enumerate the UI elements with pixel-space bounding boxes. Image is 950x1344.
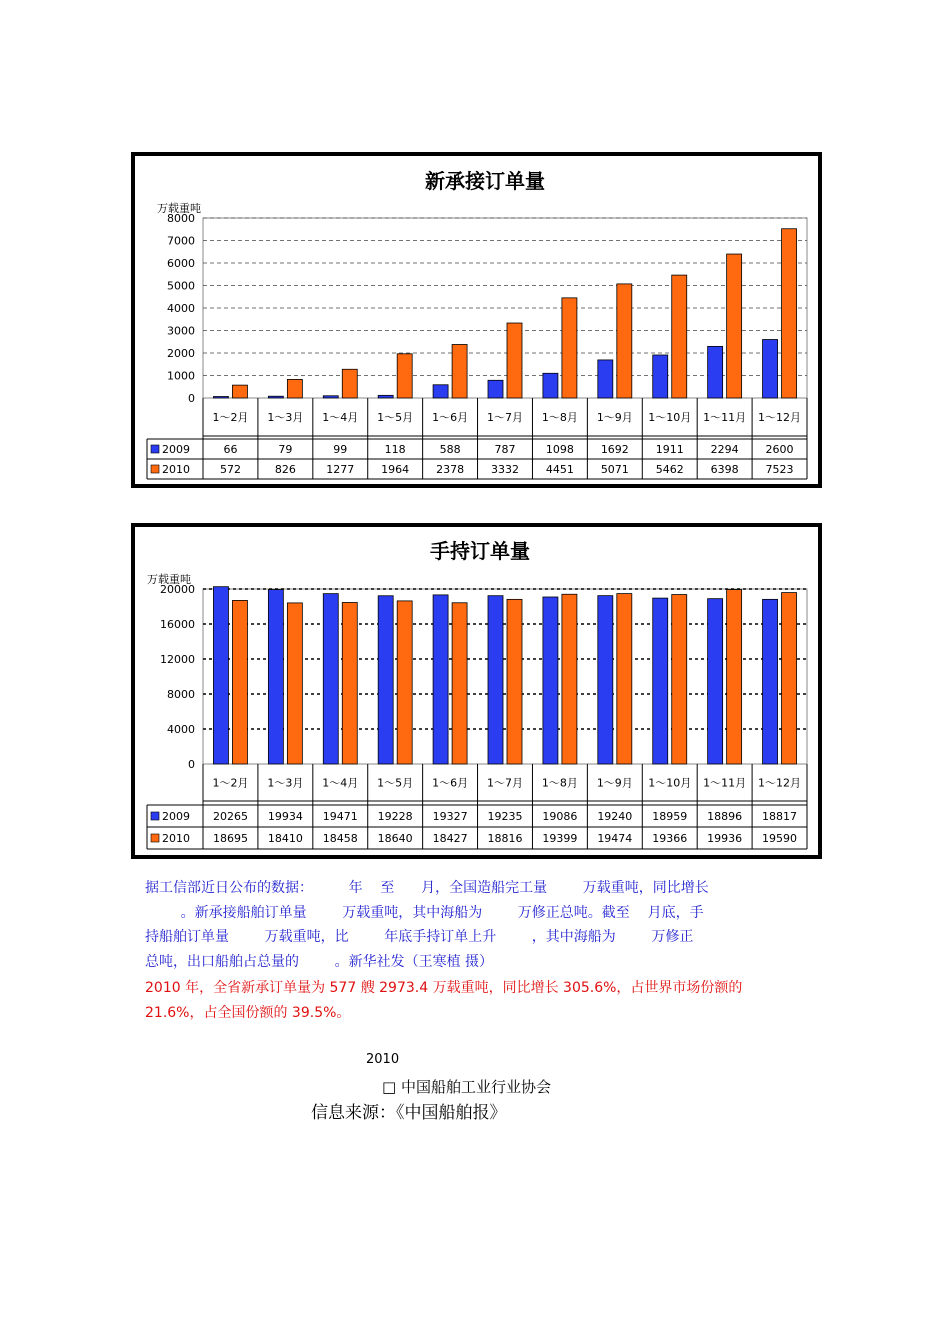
source-line: 信息来源：《中国船舶报》 bbox=[311, 1103, 507, 1123]
table-cell: 826 bbox=[274, 463, 296, 476]
category-label: 1～12月 bbox=[758, 776, 802, 790]
table-cell: 18458 bbox=[322, 832, 358, 845]
association-line: □ 中国船舶工业行业协会 bbox=[382, 1078, 551, 1096]
table-cell: 2378 bbox=[436, 463, 465, 476]
bar-2010 bbox=[617, 284, 632, 398]
table-cell: 19474 bbox=[597, 832, 633, 845]
y-tick-label: 0 bbox=[188, 758, 195, 771]
table-cell: 18640 bbox=[377, 832, 413, 845]
legend-label-2010: 2010 bbox=[162, 832, 190, 845]
table-cell: 1692 bbox=[600, 443, 629, 456]
bar-2010 bbox=[342, 369, 357, 398]
bar-2009 bbox=[653, 355, 668, 398]
report-paragraph bbox=[145, 876, 810, 974]
y-tick-label: 20000 bbox=[160, 583, 195, 596]
new-orders-chart-svg bbox=[135, 156, 818, 484]
category-label: 1～7月 bbox=[487, 776, 523, 790]
bar-2010 bbox=[782, 593, 797, 764]
category-label: 1～11月 bbox=[703, 411, 747, 424]
bar-2009 bbox=[323, 594, 338, 764]
summary-line: 21.6%，占全国份额的 39.5%。 bbox=[145, 1004, 351, 1021]
category-label: 1～10月 bbox=[648, 411, 692, 424]
legend-label-2009: 2009 bbox=[162, 443, 190, 456]
category-label: 1～3月 bbox=[267, 411, 304, 424]
bar-2009 bbox=[378, 596, 393, 764]
table-cell: 18959 bbox=[652, 810, 688, 823]
table-cell: 19228 bbox=[377, 810, 413, 823]
table-cell: 7523 bbox=[765, 463, 794, 476]
bar-2009 bbox=[598, 596, 613, 764]
legend-label-2009: 2009 bbox=[162, 810, 190, 823]
y-tick-label: 4000 bbox=[167, 302, 195, 315]
category-label: 1～4月 bbox=[322, 776, 359, 790]
bar-2010 bbox=[232, 600, 247, 764]
y-tick-label: 3000 bbox=[167, 324, 195, 338]
category-label: 1～5月 bbox=[377, 776, 414, 790]
bar-2009 bbox=[708, 346, 723, 398]
y-tick-label: 8000 bbox=[167, 212, 195, 225]
table-cell: 19934 bbox=[267, 810, 303, 823]
y-axis-unit: 万载重吨 bbox=[157, 202, 201, 215]
bar-2010 bbox=[617, 594, 632, 764]
bar-2010 bbox=[287, 603, 302, 764]
chart-title: 手持订单量 bbox=[430, 539, 530, 563]
bar-2010 bbox=[452, 344, 467, 398]
y-tick-label: 5000 bbox=[167, 279, 195, 293]
legend-swatch-2010 bbox=[151, 465, 159, 473]
table-cell: 787 bbox=[494, 443, 516, 456]
category-label: 1～9月 bbox=[596, 411, 633, 424]
legend-label-2010: 2010 bbox=[162, 463, 190, 476]
table-cell: 19936 bbox=[707, 832, 743, 845]
table-cell: 19327 bbox=[432, 810, 468, 823]
bar-2010 bbox=[672, 595, 687, 764]
table-cell: 5462 bbox=[655, 463, 684, 476]
bar-2009 bbox=[763, 599, 778, 764]
report-line: 据工信部近日公布的数据： 年 至 月，全国造船完工量 万载重吨，同比增长 bbox=[145, 880, 709, 896]
table-cell: 18410 bbox=[267, 832, 303, 845]
orders-on-hand-chart bbox=[131, 523, 822, 859]
bar-2010 bbox=[507, 323, 522, 398]
bar-2010 bbox=[287, 379, 302, 398]
bar-2010 bbox=[397, 601, 412, 764]
category-label: 1～2月 bbox=[212, 776, 249, 790]
category-label: 1～9月 bbox=[596, 776, 633, 790]
bar-2010 bbox=[397, 354, 412, 398]
section-heading: 2010 bbox=[366, 1052, 400, 1067]
bar-2010 bbox=[507, 599, 522, 764]
table-cell: 6398 bbox=[710, 463, 739, 476]
table-cell: 66 bbox=[223, 443, 238, 456]
table-cell: 18816 bbox=[487, 832, 523, 845]
bar-2009 bbox=[433, 595, 448, 764]
bar-2009 bbox=[323, 396, 338, 398]
y-tick-label: 1000 bbox=[167, 369, 195, 383]
bar-2009 bbox=[488, 596, 503, 764]
category-label: 1～4月 bbox=[322, 411, 359, 424]
table-cell: 19399 bbox=[542, 832, 578, 845]
bar-2009 bbox=[433, 385, 448, 398]
table-cell: 2600 bbox=[765, 443, 794, 456]
bar-2010 bbox=[672, 275, 687, 398]
table-cell: 20265 bbox=[212, 810, 248, 823]
table-cell: 588 bbox=[439, 443, 461, 456]
summary-line: 2010 年，全省新承订单量为 577 艘 2973.4 万载重吨，同比增长 305.6%，占世界市场份额的 bbox=[145, 980, 743, 996]
category-label: 1～7月 bbox=[487, 411, 523, 424]
legend-swatch-2009 bbox=[151, 445, 159, 453]
table-cell: 19086 bbox=[542, 810, 578, 823]
category-label: 1～5月 bbox=[377, 411, 414, 424]
table-cell: 5071 bbox=[600, 463, 629, 476]
table-cell: 19240 bbox=[597, 810, 633, 823]
category-label: 1～12月 bbox=[758, 411, 802, 424]
bar-2009 bbox=[213, 587, 228, 764]
bar-2010 bbox=[727, 590, 742, 764]
bar-2009 bbox=[653, 598, 668, 764]
bar-2010 bbox=[727, 254, 742, 398]
bar-2010 bbox=[232, 385, 247, 398]
table-cell: 1277 bbox=[326, 463, 355, 476]
table-cell: 1098 bbox=[545, 443, 574, 456]
table-cell: 118 bbox=[384, 443, 406, 456]
bar-2009 bbox=[378, 395, 393, 398]
bar-2010 bbox=[452, 603, 467, 764]
legend-swatch-2009 bbox=[151, 812, 159, 820]
category-label: 1～6月 bbox=[432, 411, 469, 424]
y-tick-label: 4000 bbox=[167, 723, 195, 736]
table-cell: 4451 bbox=[545, 463, 574, 476]
table-cell: 79 bbox=[278, 443, 293, 456]
table-cell: 3332 bbox=[491, 463, 519, 476]
table-cell: 19590 bbox=[762, 832, 798, 845]
bar-2009 bbox=[543, 597, 558, 764]
y-tick-label: 7000 bbox=[167, 234, 195, 248]
bar-2009 bbox=[598, 360, 613, 398]
bar-2009 bbox=[708, 599, 723, 764]
bar-2010 bbox=[562, 594, 577, 764]
category-label: 1～8月 bbox=[541, 411, 578, 424]
report-line: 总吨，出口船舶占总量的 。新华社发（王寒植 摄） bbox=[145, 953, 494, 970]
orders-on-hand-chart-svg bbox=[135, 527, 818, 855]
y-tick-label: 6000 bbox=[167, 257, 195, 270]
table-cell: 18427 bbox=[432, 832, 468, 845]
bar-2009 bbox=[763, 340, 778, 399]
bar-2009 bbox=[543, 373, 558, 398]
new-orders-chart bbox=[131, 152, 822, 488]
report-line: 持船舶订单量 万载重吨，比 年底手持订单上升 ，其中海船为 万修正 bbox=[145, 929, 694, 945]
bar-2009 bbox=[268, 590, 283, 764]
y-tick-label: 0 bbox=[188, 392, 195, 405]
report-line: 。新承接船舶订单量 万载重吨，其中海船为 万修正总吨。截至 月底，手 bbox=[145, 904, 704, 921]
category-label: 1～6月 bbox=[432, 776, 469, 790]
bar-2010 bbox=[562, 298, 577, 398]
category-label: 1～11月 bbox=[703, 776, 747, 790]
y-tick-label: 2000 bbox=[167, 347, 195, 360]
table-cell: 1911 bbox=[655, 443, 684, 456]
category-label: 1～8月 bbox=[541, 776, 578, 790]
bar-2010 bbox=[782, 229, 797, 398]
y-axis-unit: 万载重吨 bbox=[147, 573, 191, 586]
table-cell: 18896 bbox=[707, 810, 743, 823]
table-cell: 99 bbox=[333, 443, 348, 456]
legend-swatch-2010 bbox=[151, 834, 159, 842]
bar-2009 bbox=[268, 396, 283, 398]
table-cell: 19235 bbox=[487, 810, 523, 823]
category-label: 1～2月 bbox=[212, 411, 249, 424]
province-summary-paragraph bbox=[145, 976, 810, 1025]
category-label: 1～3月 bbox=[267, 776, 304, 790]
table-cell: 2294 bbox=[710, 443, 739, 456]
bar-2010 bbox=[342, 602, 357, 764]
table-cell: 572 bbox=[219, 463, 241, 476]
category-label: 1～10月 bbox=[648, 776, 692, 790]
table-cell: 18695 bbox=[212, 832, 248, 845]
table-cell: 18817 bbox=[762, 810, 798, 823]
table-cell: 19471 bbox=[322, 810, 358, 823]
y-tick-label: 16000 bbox=[160, 618, 195, 631]
y-tick-label: 8000 bbox=[167, 688, 195, 701]
bar-2009 bbox=[488, 380, 503, 398]
table-cell: 1964 bbox=[381, 463, 410, 476]
y-tick-label: 12000 bbox=[160, 653, 195, 666]
bar-2009 bbox=[213, 397, 228, 398]
table-cell: 19366 bbox=[652, 832, 688, 845]
chart-title: 新承接订单量 bbox=[425, 169, 545, 193]
